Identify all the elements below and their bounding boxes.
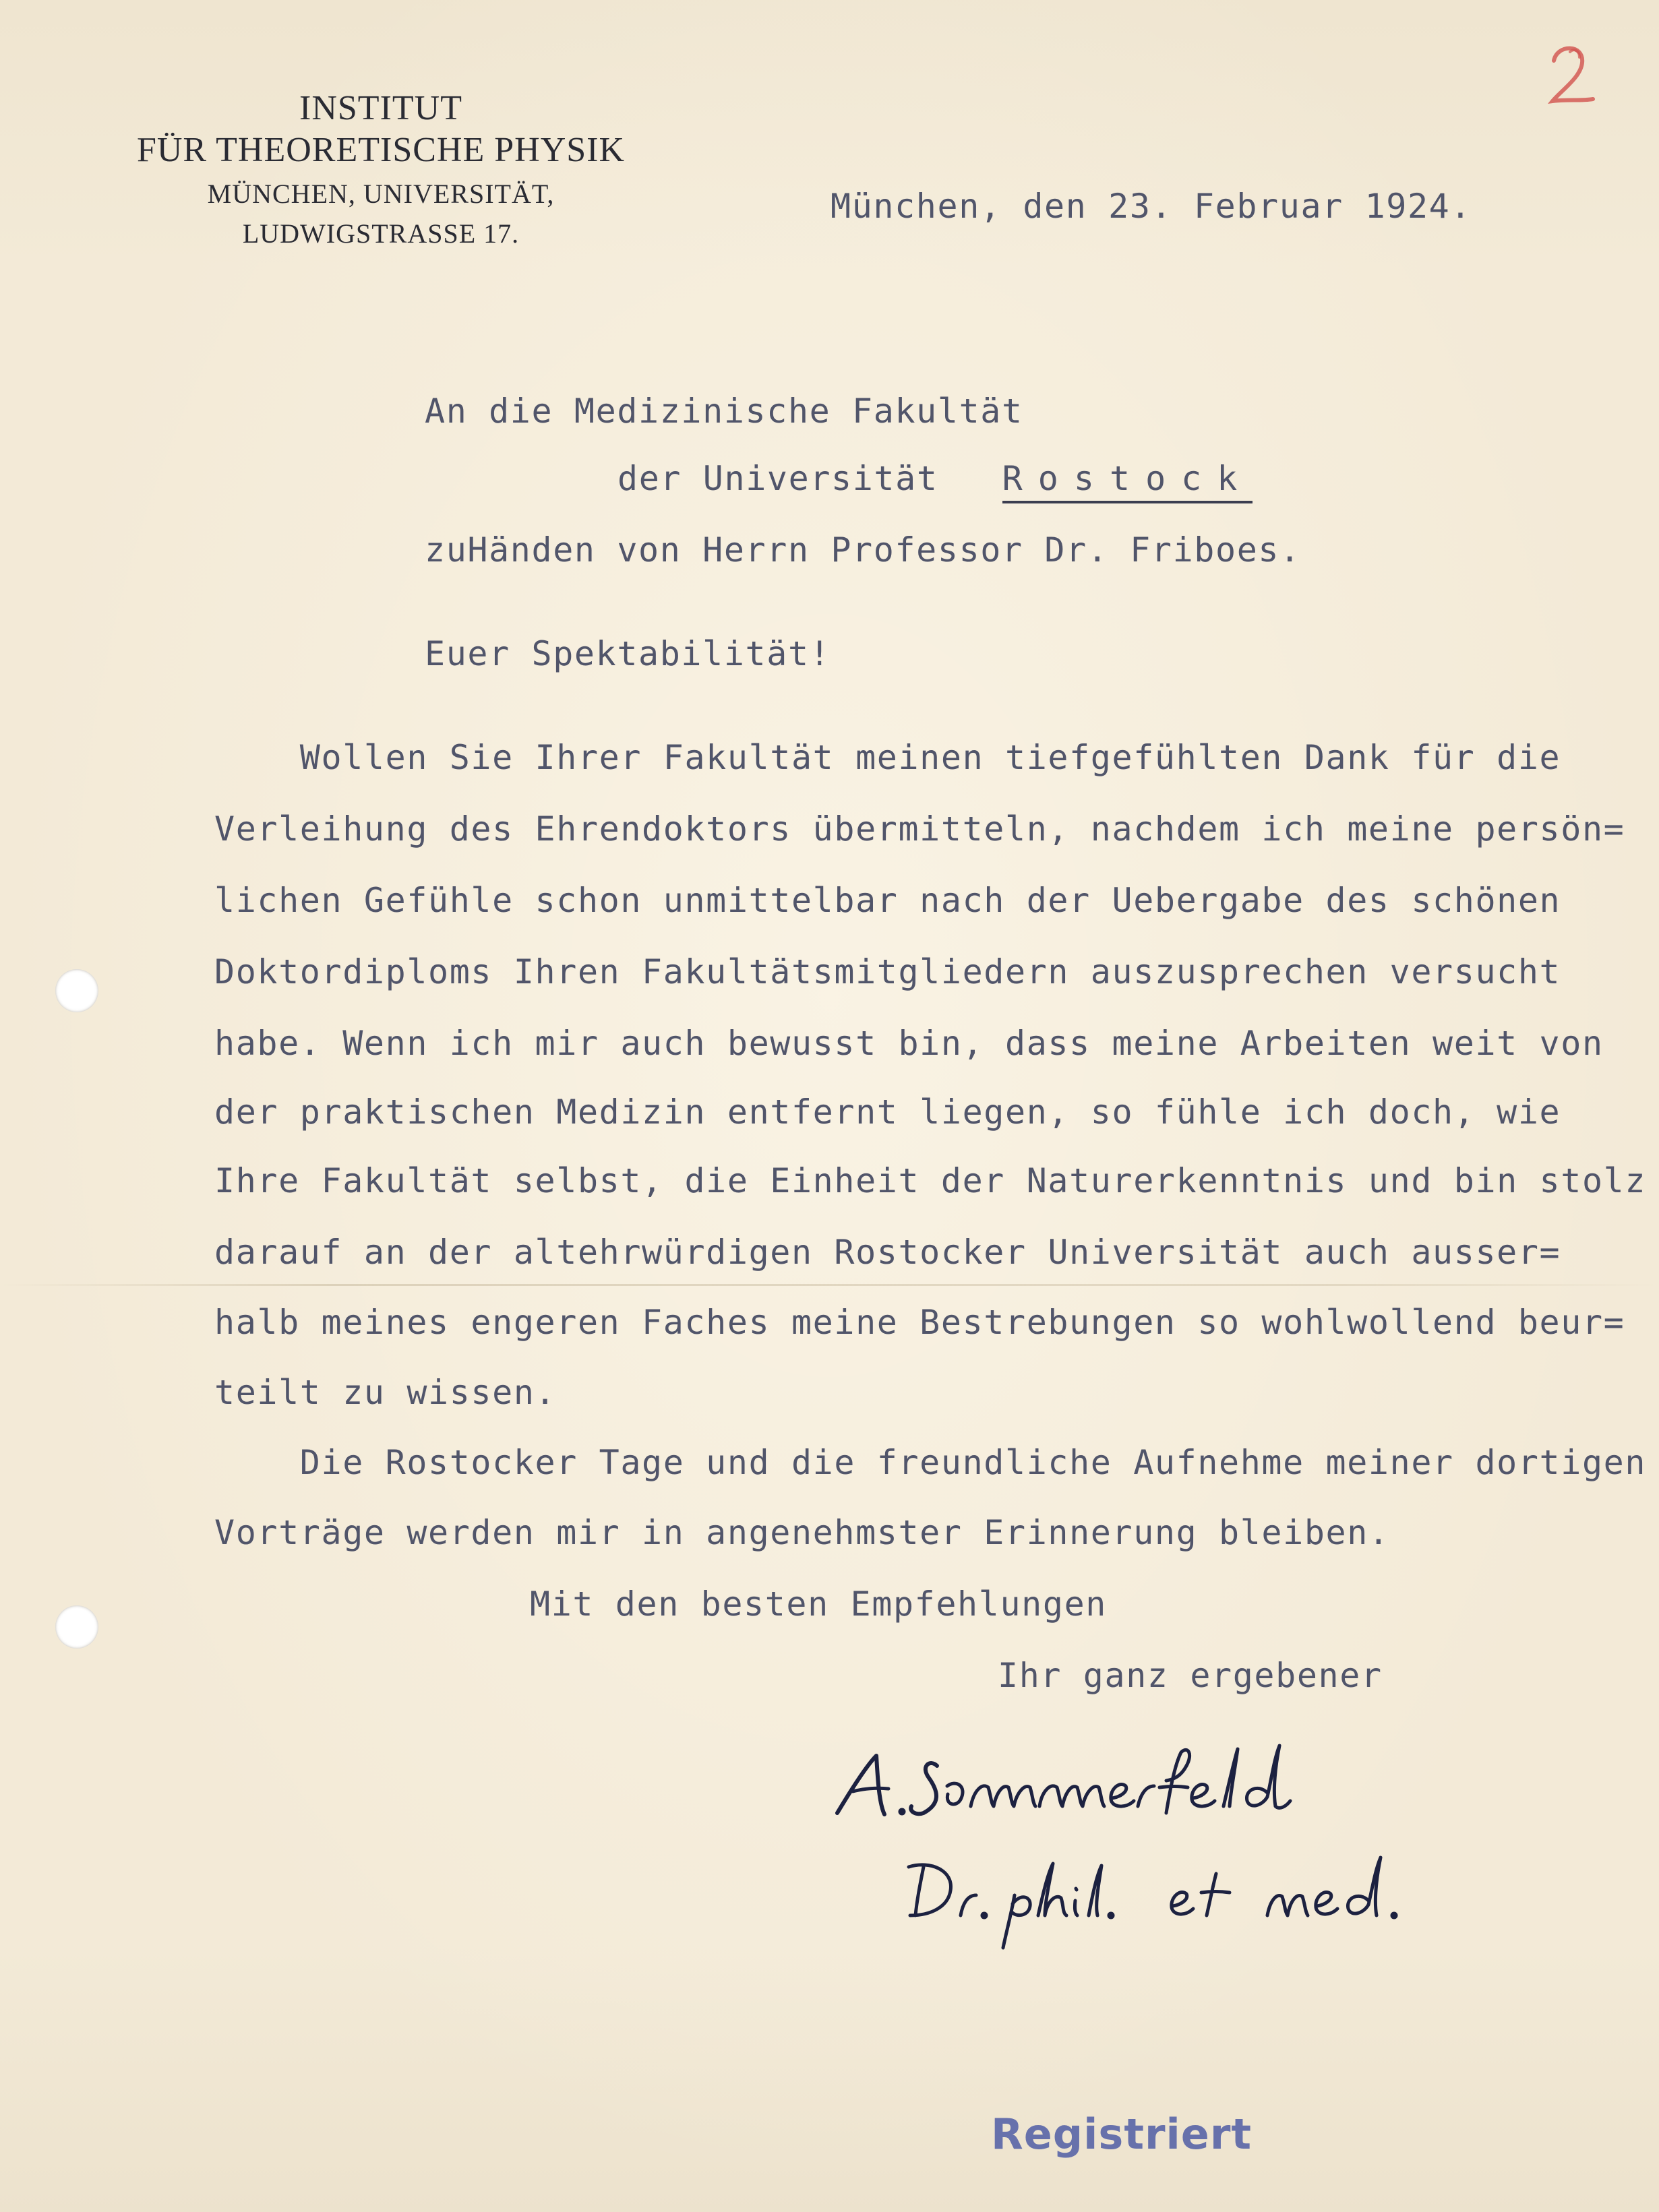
letterhead-department: FÜR THEORETISCHE PHYSIK (136, 131, 626, 169)
red-pencil-mark (1540, 37, 1601, 111)
paper-fold-line (0, 1284, 1659, 1286)
body-line: Wollen Sie Ihrer Fakultät meinen tiefgefühlten Dank für die (214, 738, 1561, 777)
address-line-1: An die Medizinische Fakultät (425, 392, 1023, 431)
address-city-rostock: Rostock (1002, 459, 1253, 503)
address-line-3: zuHänden von Herrn Professor Dr. Friboes. (425, 530, 1301, 570)
punch-hole-top (55, 969, 98, 1012)
body-line: lichen Gefühle schon unmittelbar nach der Uebergabe des schönen (214, 881, 1561, 920)
letterhead-street: LUDWIGSTRASSE 17. (242, 218, 520, 249)
closing-line-1: Mit den besten Empfehlungen (530, 1585, 1107, 1624)
body-line: Doktordiploms Ihren Fakultätsmitgliedern auszusprechen versucht (214, 952, 1561, 991)
address-line-2 (617, 458, 1253, 499)
body-line: Die Rostocker Tage und die freundliche Aufnehme meiner dortigen (214, 1443, 1647, 1482)
salutation: Euer Spektabilität! (425, 634, 831, 673)
letterhead-city: MÜNCHEN, UNIVERSITÄT, (207, 179, 555, 209)
body-line: darauf an der altehrwürdigen Rostocker Universität auch ausser= (214, 1233, 1561, 1272)
registered-stamp: Registriert (991, 2110, 1253, 2159)
body-line: halb meines engeren Faches meine Bestrebungen so wohlwollend beur= (214, 1303, 1625, 1342)
handwritten-signature (829, 1739, 1436, 1968)
body-line: Vorträge werden mir in angenehmster Erinnerung bleiben. (214, 1513, 1390, 1552)
body-line: teilt zu wissen. (214, 1373, 557, 1412)
institute-letterhead (101, 88, 661, 255)
body-line: der praktischen Medizin entfernt liegen, so fühle ich doch, wie (214, 1093, 1561, 1132)
body-line: habe. Wenn ich mir auch bewusst bin, dass meine Arbeiten weit von (214, 1024, 1604, 1063)
closing-line-2: Ihr ganz ergebener (998, 1656, 1383, 1695)
body-line: Verleihung des Ehrendoktors übermitteln, nachdem ich meine persön= (214, 809, 1625, 849)
address-university: der Universität (617, 459, 938, 498)
date-line: München, den 23. Februar 1924. (831, 187, 1472, 226)
letterhead-institute: INSTITUT (299, 89, 462, 127)
body-line: Ihre Fakultät selbst, die Einheit der Naturerkenntnis und bin stolz (214, 1161, 1647, 1200)
signature-drawing (829, 1739, 1436, 1968)
punch-hole-bottom (55, 1605, 98, 1649)
